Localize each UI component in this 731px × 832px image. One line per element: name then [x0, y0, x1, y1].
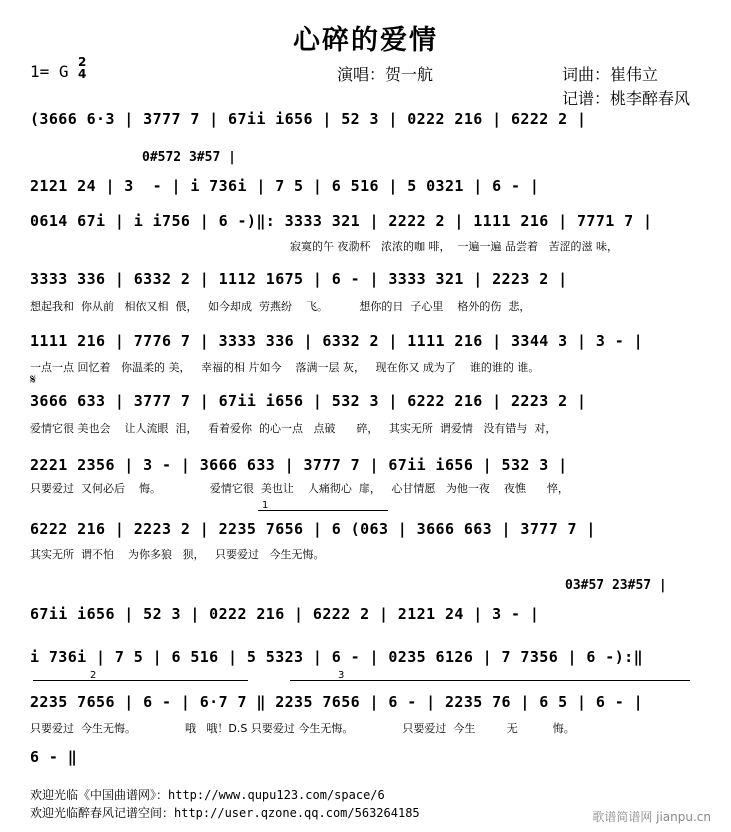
score-line-7: 2221 2356 | 3 - | 3666 633 | 3777 7 | 67ii i656 | 532 3 |: [30, 456, 568, 474]
footer-link-qzone[interactable]: 欢迎光临醉春风记谱空间：http://user.qzone.qq.com/563264185: [30, 806, 420, 820]
volta-3-bracket: [290, 680, 690, 681]
transcriber-credit: 记谱：桃李醉春风: [562, 89, 691, 108]
singer-credit: 演唱：贺一航: [337, 65, 434, 84]
lyrics-line-5: 只要爱过 又何必后 悔。 爱情它很 美也让 人痛彻心 扉， 心甘情愿 为他一夜 夜憔 悴，: [30, 482, 569, 495]
lyrics-line-1: 寂寞的午 夜泐杯 浓浓的咖 啡， 一遍一遍 品尝着 苦涩的滋 味，: [290, 240, 618, 253]
score-line-2: 2121 24 | 3 - | i 736i | 7 5 | 6 516 | 5 0321 | 6 - |: [30, 177, 540, 195]
score-line-8: 6222 216 | 2223 2 | 2235 7656 | 6 (063 | 3666 663 | 3777 7 |: [30, 520, 596, 538]
lyrics-line-6: 其实无所 谓不怕 为你多狼 狈， 只要爱过 今生无悔。: [30, 548, 325, 561]
score-line-6: 3666 633 | 3777 7 | 67ii i656 | 532 3 | 6222 216 | 2223 2 |: [30, 392, 587, 410]
time-top: 2: [78, 55, 87, 69]
upper-voice-2: 03#57 23#57 |: [565, 578, 667, 593]
lyrics-line-4: 爱情它很 美也会 让人流眼 泪， 看着爱你 的心一点 点破 碎， 其实无所 谓爱情 没有错与 对，: [30, 422, 557, 435]
composer-credit: 词曲：崔伟立: [562, 65, 659, 84]
score-line-5: 1111 216 | 7776 7 | 3333 336 | 6332 2 | 1111 216 | 3344 3 | 3 - |: [30, 332, 643, 350]
score-line-3: 0614 67i | i i756 | 6 -)‖: 3333 321 | 2222 2 | 1111 216 | 7771 7 |: [30, 212, 653, 230]
score-line-11: 2235 7656 | 6 - | 6·7 7 ‖ 2235 7656 | 6 - | 2235 76 | 6 5 | 6 - |: [30, 693, 643, 711]
key-signature: 1= G: [30, 62, 69, 81]
lyrics-line-7: 只要爱过 今生无悔。 哦 哦！D.S 只要爱过 今生无悔。 只要爱过 今生 无 悔。: [30, 722, 575, 735]
segno-mark: 𝄋: [30, 372, 37, 388]
time-bottom: 4: [78, 67, 87, 81]
lyrics-line-3: 一点一点 回忆着 你温柔的 美， 幸福的相 片如今 落满一层 灰， 现在你又 成为了 谁的谁的 谁。: [30, 361, 540, 374]
volta-1-label: 1: [262, 500, 269, 511]
score-line-1: (3666 6·3 | 3777 7 | 67ii i656 | 52 3 | 0222 216 | 6222 2 |: [30, 110, 587, 128]
score-line-12: 6 - ‖: [30, 748, 78, 766]
score-line-9: 67ii i656 | 52 3 | 0222 216 | 6222 2 | 2121 24 | 3 - |: [30, 605, 540, 623]
upper-voice-1: 0#572 3#57 |: [142, 150, 236, 165]
time-signature: [78, 56, 86, 80]
score-line-10: i 736i | 7 5 | 6 516 | 5 5323 | 6 - | 0235 6126 | 7 7356 | 6 -):‖: [30, 648, 643, 666]
volta-3-label: 3: [338, 670, 345, 681]
volta-2-label: 2: [90, 670, 97, 681]
page-title: 心碎的爱情: [293, 25, 438, 56]
volta-2-bracket: [33, 680, 248, 681]
footer-link-qupu[interactable]: 欢迎光临《中国曲谱网》：http://www.qupu123.com/space/6: [30, 788, 385, 802]
watermark: 歌谱简谱网 jianpu.cn: [592, 810, 711, 824]
score-line-4: 3333 336 | 6332 2 | 1112 1675 | 6 - | 3333 321 | 2223 2 |: [30, 270, 568, 288]
volta-1-bracket: [258, 510, 388, 511]
lyrics-line-2: 想起我和 你从前 相依又相 偎， 如今却成 劳燕纷 飞。 想你的日 子心里 格外的伤 悲，: [30, 300, 531, 313]
